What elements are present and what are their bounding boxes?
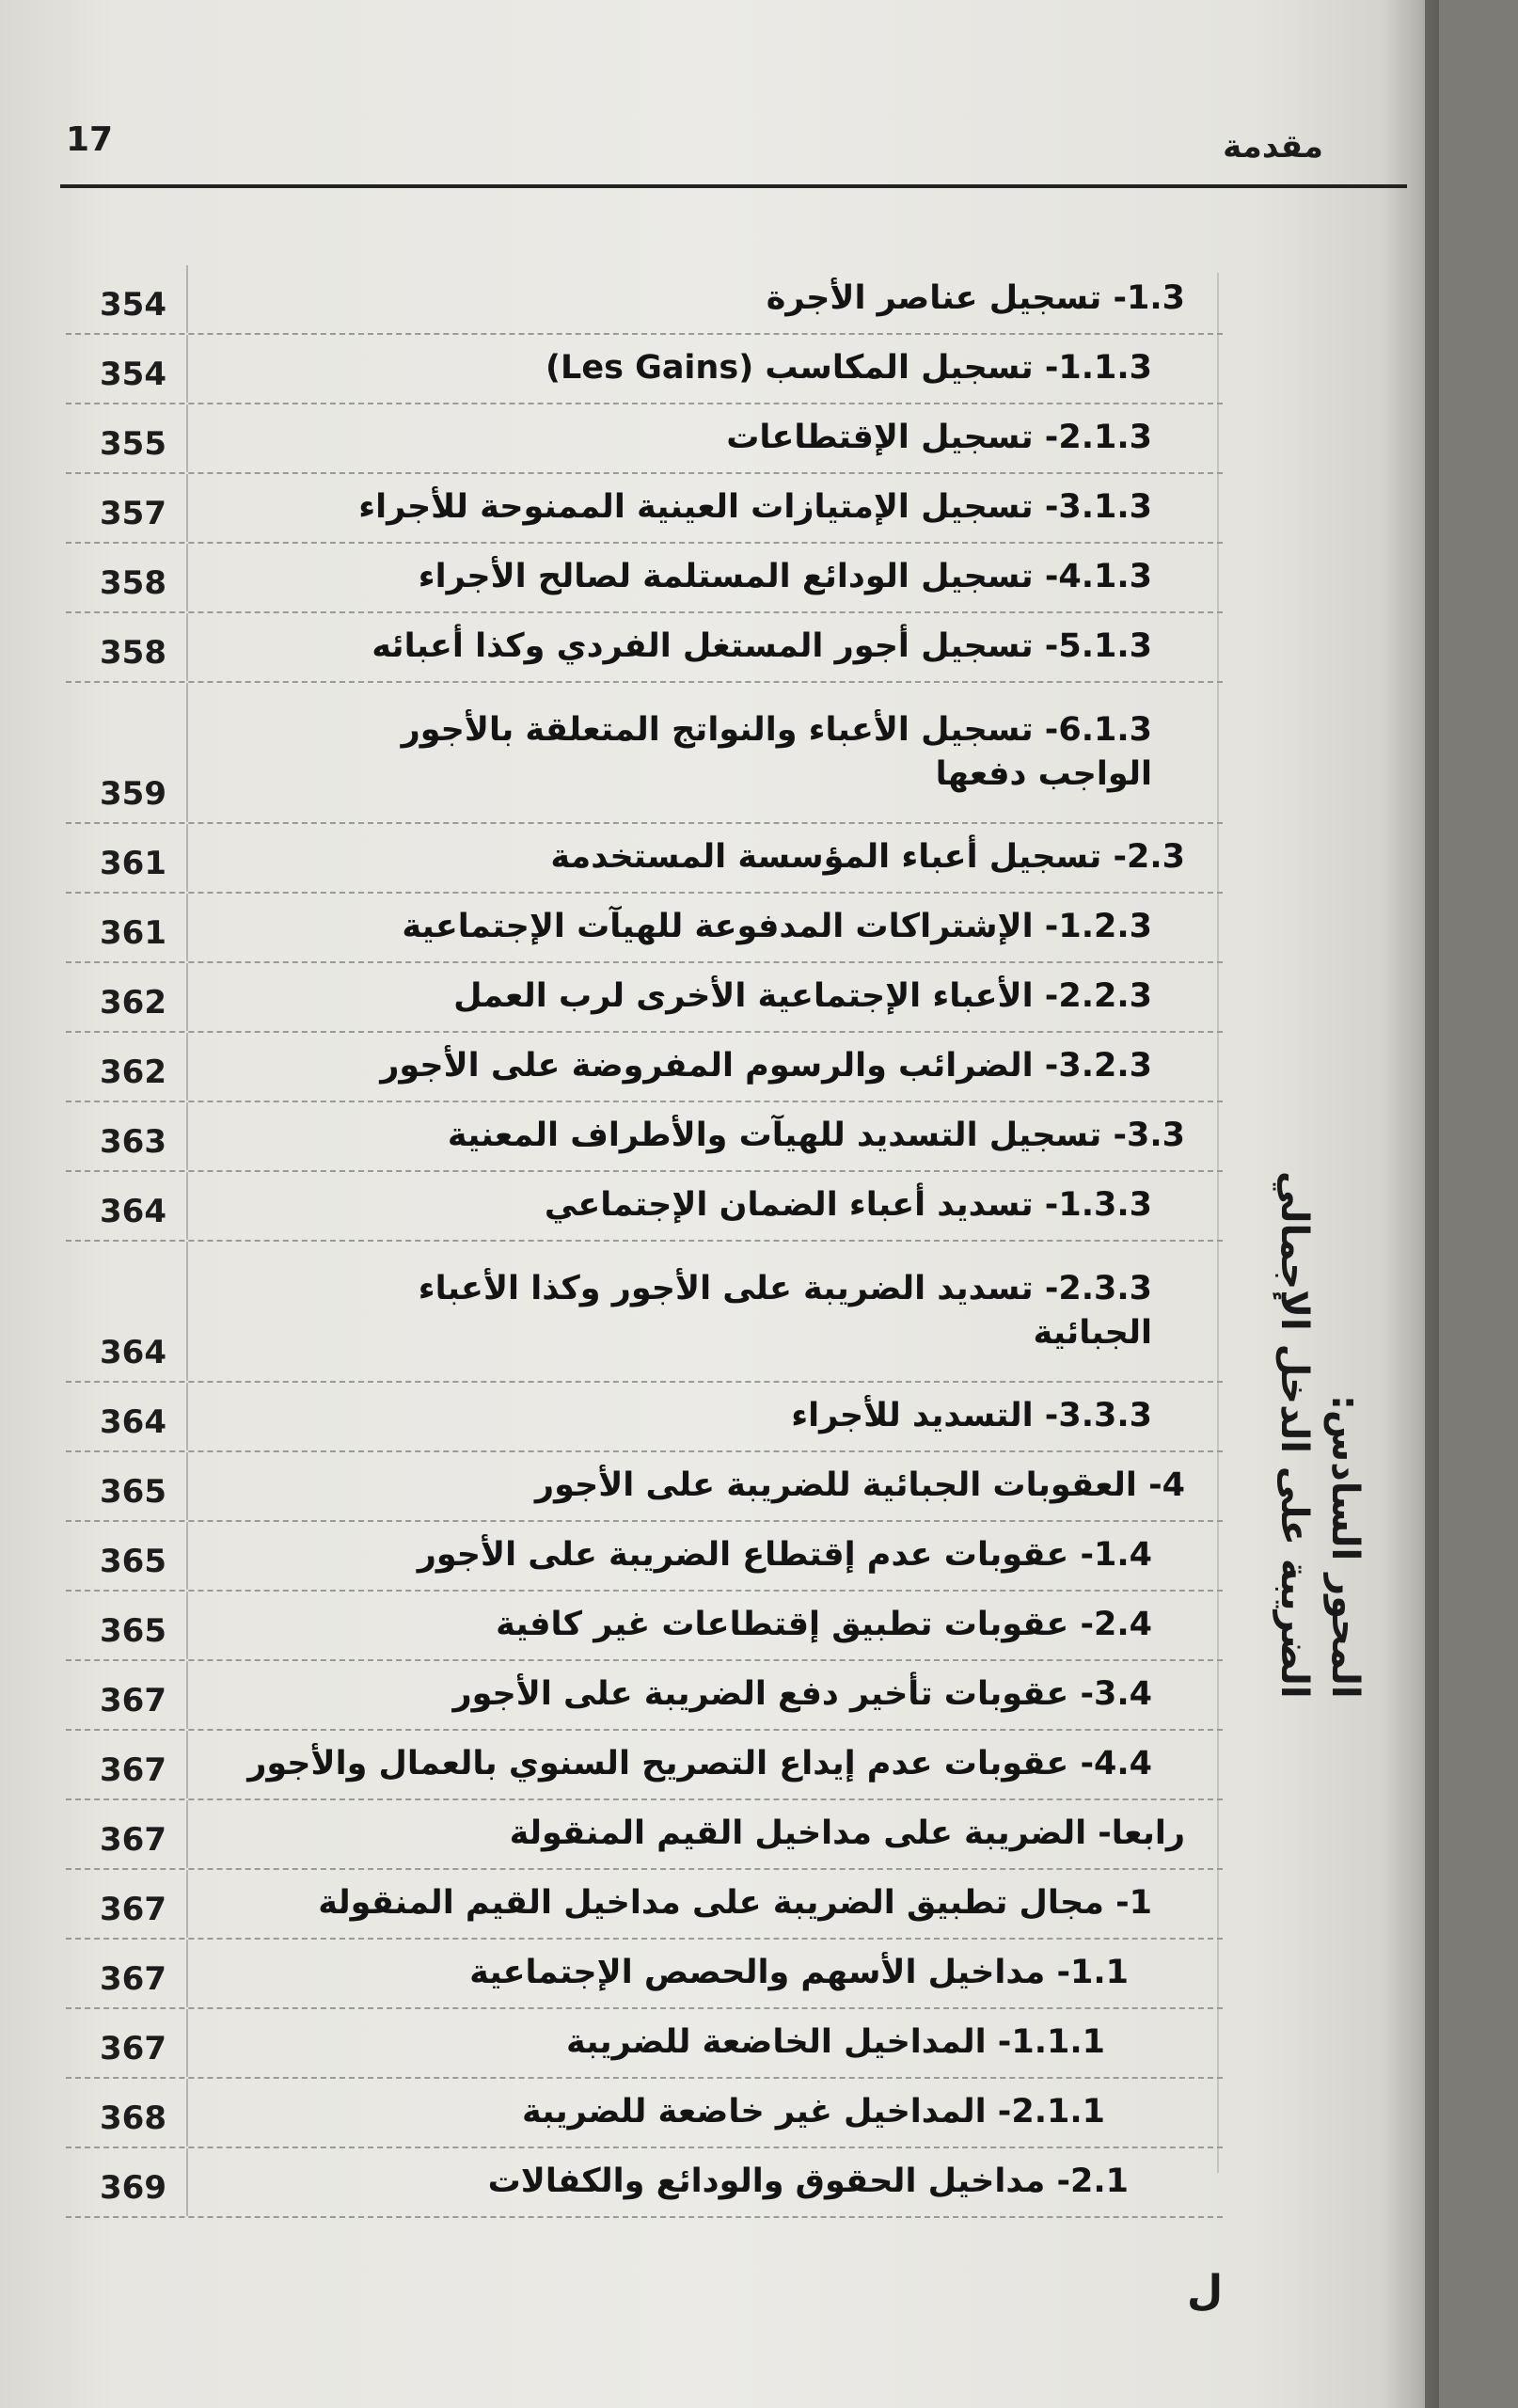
toc-row xyxy=(66,824,1223,894)
header-title: مقدمة xyxy=(1223,128,1323,166)
toc-entry-text xyxy=(188,544,1223,611)
toc-entry-text xyxy=(188,1033,1223,1101)
toc-entry-label: 1.1- مداخيل الأسهم والحصص الإجتماعية xyxy=(469,1954,1129,1992)
toc-entry-text xyxy=(188,2009,1223,2077)
toc-entry-text xyxy=(188,1383,1223,1450)
section-side-title xyxy=(1249,1171,1390,1698)
toc-page-number: 367 xyxy=(66,1940,188,2007)
toc-entry-text xyxy=(188,683,1223,822)
toc-row xyxy=(66,1731,1223,1800)
toc-page-number: 364 xyxy=(66,1172,188,1240)
toc-row xyxy=(66,1172,1223,1242)
toc-row xyxy=(66,1522,1223,1592)
toc-page-number: 367 xyxy=(66,1661,188,1729)
toc-entry-label: 3.3.3- التسديد للأجراء xyxy=(791,1397,1152,1435)
toc-entry-label: 2.1.1- المداخيل غير خاضعة للضريبة xyxy=(522,2093,1105,2131)
toc-row xyxy=(66,474,1223,544)
toc-row xyxy=(66,1940,1223,2009)
toc-row xyxy=(66,1033,1223,1102)
toc-row xyxy=(66,544,1223,613)
toc-entry-label: 2.2.3- الأعباء الإجتماعية الأخرى لرب العمل xyxy=(453,977,1152,1016)
toc-row xyxy=(66,1383,1223,1452)
toc-page-number: 358 xyxy=(66,544,188,611)
toc-entry-text xyxy=(188,963,1223,1031)
toc-entry-label: 6.1.3- تسجيل الأعباء والنواتج المتعلقة بالأجور الواجب دفعها xyxy=(401,710,1152,793)
toc-row xyxy=(66,683,1223,824)
toc-entry-label: 2.1- مداخيل الحقوق والودائع والكفالات xyxy=(487,2162,1129,2201)
toc-entry-text xyxy=(188,1172,1223,1240)
header-rule xyxy=(60,184,1407,188)
toc-entry-text xyxy=(188,1800,1223,1868)
toc-entry-label: 1.1.1- المداخيل الخاضعة للضريبة xyxy=(566,2023,1105,2062)
toc-page-number: 362 xyxy=(66,1033,188,1101)
toc-page-number: 357 xyxy=(66,474,188,542)
toc-entry-text xyxy=(188,824,1223,892)
toc-page-number: 367 xyxy=(66,1870,188,1938)
toc-entry-label: 1- مجال تطبيق الضريبة على مداخيل القيم المنقولة xyxy=(318,1884,1152,1923)
toc-row xyxy=(66,963,1223,1033)
toc-row xyxy=(66,1592,1223,1661)
toc-entry-label: 5.1.3- تسجيل أجور المستغل الفردي وكذا أعبائه xyxy=(372,627,1152,666)
toc-entry-label: 3.4- عقوبات تأخير دفع الضريبة على الأجور xyxy=(452,1675,1152,1714)
toc-entry-text xyxy=(188,1661,1223,1729)
toc-row xyxy=(66,265,1223,335)
toc-entry-text xyxy=(188,404,1223,472)
toc-entry-text xyxy=(188,2079,1223,2147)
toc-page-number: 359 xyxy=(66,683,188,822)
toc-page-number: 367 xyxy=(66,1800,188,1868)
toc-entry-text xyxy=(188,2148,1223,2216)
toc-row xyxy=(66,1242,1223,1383)
toc-row xyxy=(66,2079,1223,2148)
toc-entry-label: 1.3.3- تسديد أعباء الضمان الإجتماعي xyxy=(544,1186,1152,1225)
toc-entry-label: 2.1.3- تسجيل الإقتطاعات xyxy=(726,419,1152,457)
side-title-line1: المحور السادس: xyxy=(1323,1394,1367,1699)
toc-entry-text xyxy=(188,1592,1223,1659)
toc-page-number: 365 xyxy=(66,1522,188,1590)
toc-row xyxy=(66,1800,1223,1870)
toc-page-number: 358 xyxy=(66,613,188,681)
header-page-number: 17 xyxy=(66,120,114,159)
toc-entry-text xyxy=(188,1452,1223,1520)
footer-mark: ل xyxy=(1187,2267,1224,2315)
toc-page-number: 364 xyxy=(66,1383,188,1450)
toc-page-number: 354 xyxy=(66,335,188,403)
toc-entry-text xyxy=(188,1522,1223,1590)
toc-entry-label: 1.1.3- تسجيل المكاسب (Les Gains) xyxy=(546,349,1152,388)
toc-entry-text xyxy=(188,335,1223,403)
toc-entry-label: 4.1.3- تسجيل الودائع المستلمة لصالح الأجراء xyxy=(418,558,1152,596)
toc-entry-label: 4- العقوبات الجبائية للضريبة على الأجور xyxy=(534,1466,1185,1505)
toc-page-number: 369 xyxy=(66,2148,188,2216)
toc-entry-text xyxy=(188,1940,1223,2007)
toc-page-number: 367 xyxy=(66,1731,188,1798)
toc-entry-label: 1.4- عقوبات عدم إقتطاع الضريبة على الأجور xyxy=(417,1536,1152,1575)
toc-row xyxy=(66,335,1223,404)
toc-page-number: 361 xyxy=(66,894,188,961)
toc-page-number: 363 xyxy=(66,1102,188,1170)
toc-page-number: 354 xyxy=(66,265,188,333)
toc-row xyxy=(66,1102,1223,1172)
toc-page-number: 367 xyxy=(66,2009,188,2077)
toc-page-number: 361 xyxy=(66,824,188,892)
toc-page-number: 355 xyxy=(66,404,188,472)
toc-entry-text xyxy=(188,474,1223,542)
toc-entry-label: 4.4- عقوبات عدم إيداع التصريح السنوي بالعمال والأجور xyxy=(247,1745,1152,1783)
toc-entry-label: 2.3.3- تسديد الضريبة على الأجور وكذا الأعباء الجبائية xyxy=(418,1269,1152,1352)
table-of-contents xyxy=(66,265,1223,2218)
toc-entry-label: 1.2.3- الإشتراكات المدفوعة للهيآت الإجتماعية xyxy=(402,908,1152,946)
toc-entry-label: 2.4- عقوبات تطبيق إقتطاعات غير كافية xyxy=(496,1606,1152,1644)
toc-entry-label: رابعا- الضريبة على مداخيل القيم المنقولة xyxy=(509,1814,1185,1853)
toc-entry-text xyxy=(188,1731,1223,1798)
toc-page-number: 365 xyxy=(66,1592,188,1659)
toc-entry-text xyxy=(188,265,1223,333)
toc-page-number: 368 xyxy=(66,2079,188,2147)
toc-row xyxy=(66,2009,1223,2079)
toc-entry-label: 3.1.3- تسجيل الإمتيازات العينية الممنوحة للأجراء xyxy=(358,488,1152,527)
toc-entry-text xyxy=(188,1870,1223,1938)
toc-row xyxy=(66,1870,1223,1940)
toc-row xyxy=(66,404,1223,474)
toc-entry-label: 1.3- تسجيل عناصر الأجرة xyxy=(766,279,1185,318)
toc-entry-label: 3.2.3- الضرائب والرسوم المفروضة على الأجور xyxy=(380,1047,1152,1085)
toc-row xyxy=(66,1661,1223,1731)
side-title-line2: الضريبة على الدخل الإجمالي xyxy=(1273,1170,1316,1699)
toc-entry-text xyxy=(188,1242,1223,1381)
toc-row xyxy=(66,2148,1223,2218)
toc-page-number: 364 xyxy=(66,1242,188,1381)
toc-page-number: 362 xyxy=(66,963,188,1031)
toc-row xyxy=(66,613,1223,683)
toc-entry-text xyxy=(188,1102,1223,1170)
toc-entry-text xyxy=(188,894,1223,961)
toc-page-number: 365 xyxy=(66,1452,188,1520)
page-edge-shadow xyxy=(1383,0,1439,2408)
toc-entry-label: 2.3- تسجيل أعباء المؤسسة المستخدمة xyxy=(550,838,1185,877)
toc-row xyxy=(66,1452,1223,1522)
toc-entry-text xyxy=(188,613,1223,681)
toc-entry-label: 3.3- تسجيل التسديد للهيآت والأطراف المعنية xyxy=(447,1117,1185,1155)
toc-row xyxy=(66,894,1223,963)
